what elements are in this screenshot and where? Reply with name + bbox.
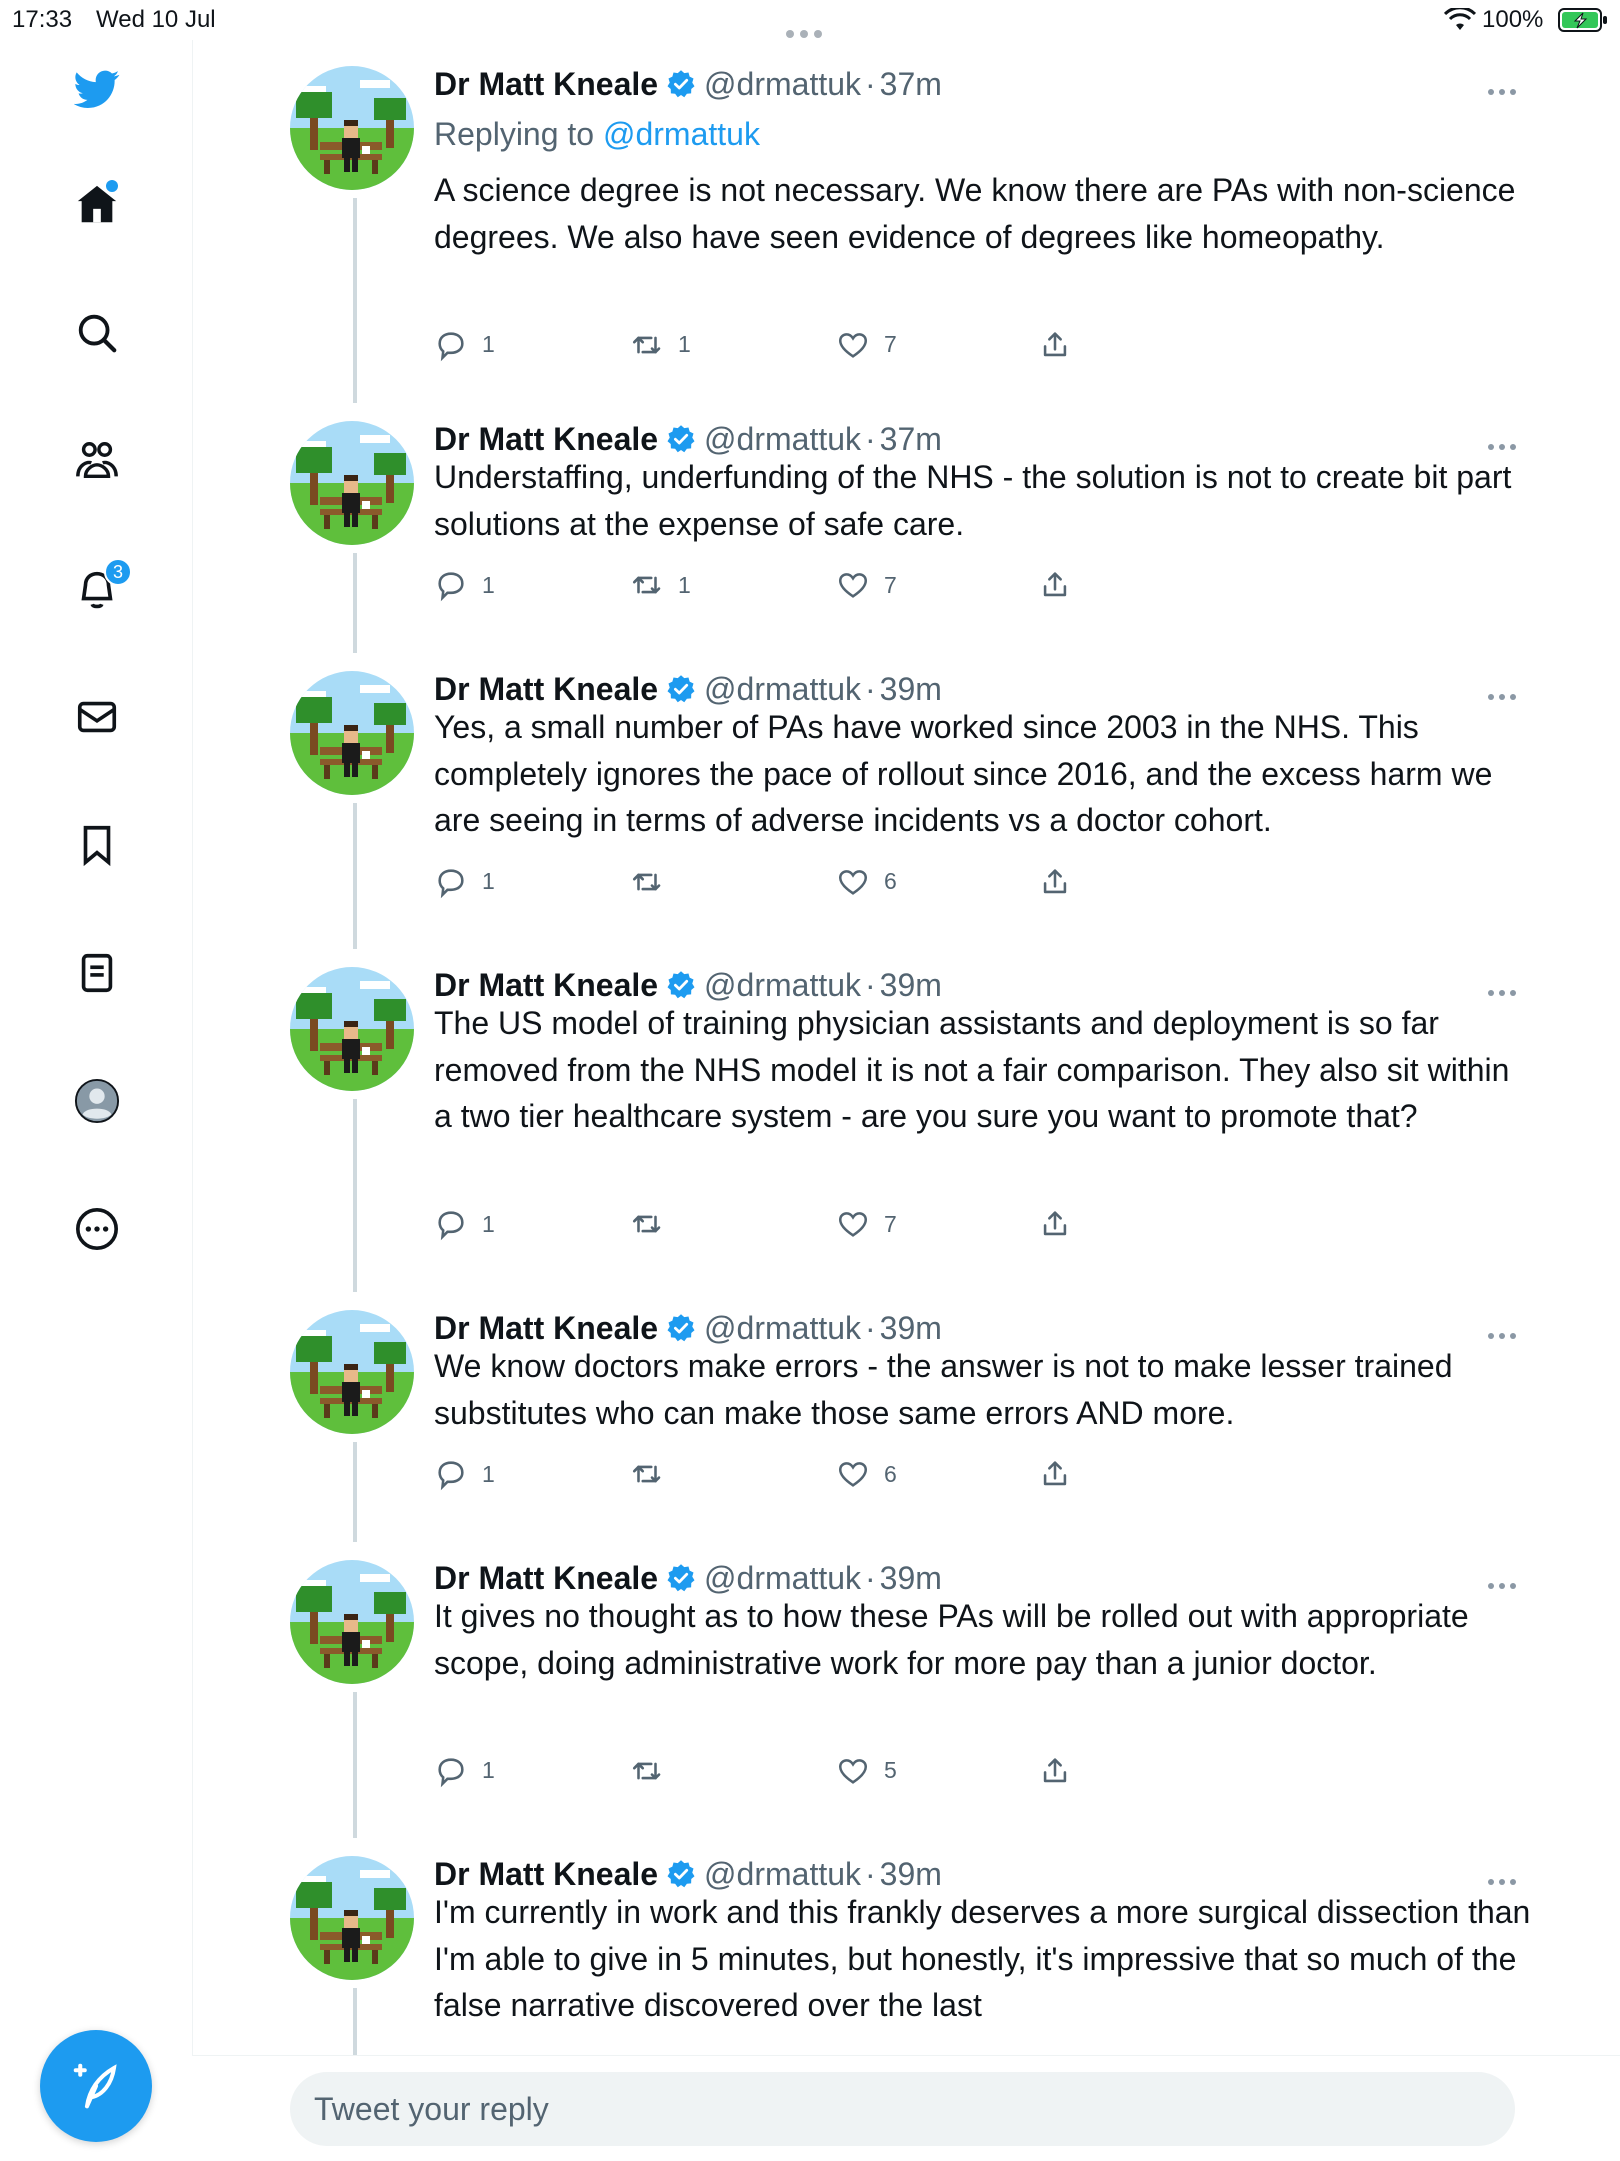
retweet-button[interactable] [630,1454,678,1494]
reply-button[interactable] [434,1454,495,1494]
tweet-more-options-icon[interactable] [1488,82,1522,92]
tweet-actions [434,325,1094,365]
like-button[interactable] [836,1204,897,1244]
tweet-author-avatar[interactable] [290,421,414,545]
like-heart-icon [836,865,870,899]
author-name[interactable]: Dr Matt Kneale [434,670,659,707]
author-handle[interactable]: @drmattuk [704,420,862,457]
reply-button[interactable] [434,325,495,365]
author-handle[interactable]: @drmattuk [704,966,862,1003]
tweet-author-avatar[interactable] [290,1310,414,1434]
thread-connector-line [353,1099,357,1292]
like-heart-icon [836,328,870,362]
avatar-pixel-art-image [290,1856,414,1980]
author-name[interactable]: Dr Matt Kneale [434,966,659,1003]
share-icon [1038,1457,1072,1491]
reply-icon [434,568,468,602]
thread-connector-line [353,198,357,403]
author-name[interactable]: Dr Matt Kneale [434,65,659,102]
share-icon [1038,568,1072,602]
retweet-button[interactable] [630,1751,678,1791]
tweet-header [434,1854,942,1894]
author-name[interactable]: Dr Matt Kneale [434,1309,659,1346]
like-button[interactable] [836,565,897,605]
share-button[interactable] [1038,862,1086,902]
retweet-icon [630,1457,664,1491]
reply-button[interactable] [434,862,495,902]
tweet-more-options-icon[interactable] [1488,687,1522,697]
tweet-timestamp[interactable]: 39m [879,670,942,707]
retweet-icon [630,1207,664,1241]
verified-badge-icon [666,1563,696,1593]
retweet-button[interactable] [630,862,678,902]
share-icon [1038,1754,1072,1788]
tweet-actions [434,565,1094,605]
tweet-text: Understaffing, underfunding of the NHS - the solution is not to create bit part solutions at the expense of safe care. [434,459,1512,542]
tweet-header [434,669,942,709]
retweet-count: 1 [678,331,691,357]
verified-badge-icon [666,674,696,704]
tweet-text: Yes, a small number of PAs have worked since 2003 in the NHS. This completely ignores the pace of rollout since 2016, and the excess harm we are seeing in terms of adverse incidents vs a doctor cohort. [434,709,1493,838]
author-name[interactable]: Dr Matt Kneale [434,1559,659,1596]
author-handle[interactable]: @drmattuk [704,1309,862,1346]
tweet-header [434,64,942,104]
retweet-button[interactable] [630,1204,678,1244]
header-separator: · [865,1309,876,1346]
reply-count: 1 [482,1460,495,1487]
retweet-button[interactable] [630,325,691,365]
verified-badge-icon [666,970,696,1000]
reply-bar [192,2055,1620,2161]
feather-plus-icon [69,2059,123,2113]
status-time: 17:33 [12,6,73,33]
reply-count: 1 [482,868,495,894]
retweet-count: 1 [678,571,691,598]
verified-badge-icon [666,69,696,99]
reply-button[interactable] [434,1751,495,1791]
thread-connector-line [353,553,357,653]
retweet-button[interactable] [630,565,691,605]
tweet-header [434,419,942,459]
reply-icon [434,1754,468,1788]
tweet-author-avatar[interactable] [290,1560,414,1684]
retweet-icon [630,865,664,899]
like-count: 7 [884,331,897,357]
reply-count: 1 [482,1210,495,1237]
tweet-author-avatar[interactable] [290,967,414,1091]
reply-icon [434,328,468,362]
header-separator: · [865,65,876,102]
tweet-text: We know doctors make errors - the answer is not to make lesser trained substitutes who can make those same errors AND more. [434,1348,1453,1431]
like-heart-icon [836,1754,870,1788]
author-name[interactable]: Dr Matt Kneale [434,420,659,457]
tweet-header [434,1308,942,1348]
tweet-more-options-icon[interactable] [1488,437,1522,447]
like-button[interactable] [836,325,897,365]
tweet-text: I'm currently in work and this frankly deserves a more surgical dissection than I'm able to give in 5 minutes, but honestly, it's impressive that so much of the false narrative discovered over the last [434,1894,1531,2023]
header-separator: · [865,1855,876,1892]
like-button[interactable] [836,1454,897,1494]
retweet-icon [630,328,664,362]
reply-icon [434,1457,468,1491]
share-icon [1038,865,1072,899]
reply-button[interactable] [434,1204,495,1244]
verified-badge-icon [666,1313,696,1343]
tweet-text: It gives no thought as to how these PAs will be rolled out with appropriate scope, doing administrative work for more pay than a junior doctor. [434,1598,1469,1681]
tweet-more-options-icon[interactable] [1488,1872,1522,1882]
avatar-pixel-art-image [290,66,414,190]
like-heart-icon [836,1207,870,1241]
replying-to-line [434,116,760,153]
tweet-author-avatar[interactable] [290,66,414,190]
header-separator: · [865,966,876,1003]
verified-badge-icon [666,424,696,454]
tweet-header [434,965,942,1005]
reply-button[interactable] [434,565,495,605]
tweet-header [434,1558,942,1598]
retweet-icon [630,1754,664,1788]
tweet-author-avatar[interactable] [290,1856,414,1980]
tweet-timestamp[interactable]: 39m [879,1559,942,1596]
tweet-actions [434,862,1094,902]
tweet-actions [434,1204,1094,1244]
thread-connector-line [353,1692,357,1838]
tweet-more-options-icon[interactable] [1488,1576,1522,1586]
like-heart-icon [836,568,870,602]
avatar-pixel-art-image [290,671,414,795]
share-button[interactable] [1038,1454,1086,1494]
retweet-icon [630,568,664,602]
tweet-timestamp[interactable]: 37m [879,420,942,457]
avatar-pixel-art-image [290,1560,414,1684]
like-count: 6 [884,868,897,894]
avatar-pixel-art-image [290,967,414,1091]
header-separator: · [865,420,876,457]
thread-connector-line [353,1442,357,1542]
author-handle[interactable]: @drmattuk [704,65,862,102]
share-icon [1038,1207,1072,1241]
author-handle[interactable]: @drmattuk [704,1855,862,1892]
tweet-timestamp[interactable]: 37m [879,65,942,102]
like-count: 6 [884,1460,897,1487]
tweet-more-options-icon[interactable] [1488,1326,1522,1336]
reply-count: 1 [482,571,495,598]
like-count: 7 [884,571,897,598]
header-separator: · [865,1559,876,1596]
tweet-author-avatar[interactable] [290,671,414,795]
like-button[interactable] [836,862,897,902]
like-count: 7 [884,1210,897,1237]
author-handle[interactable]: @drmattuk [704,1559,862,1596]
share-button[interactable] [1038,1751,1086,1791]
avatar-pixel-art-image [290,421,414,545]
like-button[interactable] [836,1751,897,1791]
replying-to-handle-link[interactable]: @drmattuk [602,116,760,152]
replying-to-label: Replying to [434,116,595,152]
tweet-more-options-icon[interactable] [1488,983,1522,993]
tweet-timestamp[interactable]: 39m [879,1855,942,1892]
author-name[interactable]: Dr Matt Kneale [434,1855,659,1892]
reply-icon [434,1207,468,1241]
verified-badge-icon [666,1859,696,1889]
status-date: Wed 10 Jul [96,6,216,33]
tweet-text: The US model of training physician assistants and deployment is so far removed from the NHS model it is not a fair comparison. They also sit within a two tier healthcare system - are you sure you want to promote that? [434,1005,1510,1134]
share-icon [1038,328,1072,362]
header-separator: · [865,670,876,707]
reply-count: 1 [482,331,495,357]
share-button[interactable] [1038,325,1086,365]
tweet-reply-input[interactable] [290,2072,1515,2146]
thread-connector-line [353,803,357,949]
tweet-actions [434,1454,1094,1494]
author-handle[interactable]: @drmattuk [704,670,862,707]
notifications-badge: 3 [104,558,132,586]
battery-percent: 100% [1482,6,1544,33]
share-button[interactable] [1038,565,1086,605]
tweet-actions [434,1751,1094,1791]
tweet-timestamp[interactable]: 39m [879,966,942,1003]
like-heart-icon [836,1457,870,1491]
reply-count: 1 [482,1757,495,1783]
tweet-timestamp[interactable]: 39m [879,1309,942,1346]
avatar-pixel-art-image [290,1310,414,1434]
thread-connector-line [353,1988,357,2055]
share-button[interactable] [1038,1204,1086,1244]
reply-icon [434,865,468,899]
like-count: 5 [884,1757,897,1783]
tweet-text: A science degree is not necessary. We know there are PAs with non-science degrees. We also have seen evidence of degrees like homeopathy. [434,172,1516,255]
